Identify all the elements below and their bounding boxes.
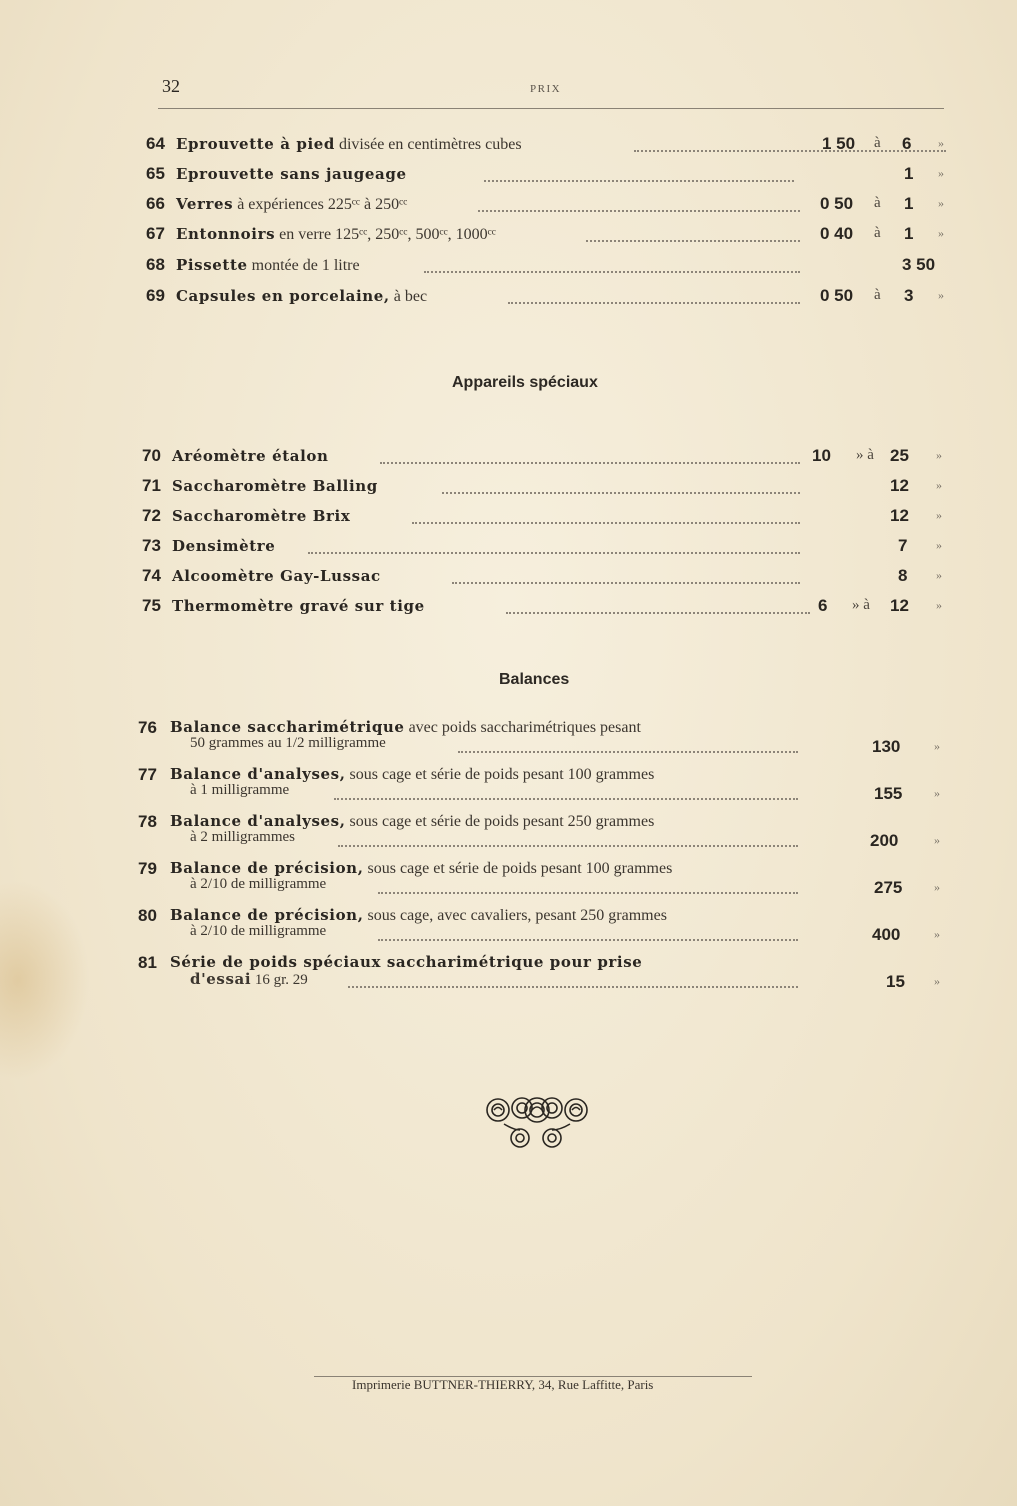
price-to: 1 [904,224,914,243]
list-item [146,255,946,279]
item-name-cont: d'essai [190,970,252,988]
price-suffix: » [934,786,940,800]
leader-dots [380,448,800,464]
price-connector: à [874,225,881,241]
item-name: Balance d'analyses, [170,765,346,783]
item-name: Saccharomètre Brix [172,507,351,525]
price-to: 6 [902,134,912,153]
price-suffix: » [938,226,944,240]
item-label [176,134,522,154]
list-item [142,446,942,470]
paper-stain [0,880,90,1080]
price-to: 8 [898,566,908,585]
item-label [176,194,407,214]
item-name: Eprouvette à pied [176,135,335,153]
list-item [146,164,946,188]
item-desc: sous cage et série de poids pesant 100 grammes [363,860,673,877]
item-number: 69 [146,286,165,305]
leader-dots [484,166,794,182]
price-connector: » à [856,447,874,463]
item-number: 64 [146,134,165,153]
item-desc: divisée en centimètres cubes [334,136,522,153]
price-to: 7 [898,536,908,555]
item-desc-line2: à 2 milligrammes [190,829,295,845]
price-suffix: » [936,538,942,552]
leader-dots [348,972,798,988]
item-name: Balance saccharimétrique [170,718,405,736]
leader-dots [412,508,800,524]
price: 15 [886,972,905,991]
list-item [146,134,946,158]
item-number: 80 [138,906,157,925]
price-connector: à [874,135,881,151]
leader-dots [334,784,798,800]
item-name: Alcoomètre Gay-Lussac [172,567,381,585]
leader-dots [308,538,800,554]
price: 400 [872,925,901,944]
item-label [176,224,496,244]
item-name: Balance de précision, [170,906,364,924]
price-to: 1 [904,164,914,183]
printer-imprint: Imprimerie BUTTNER-THIERRY, 34, Rue Laffitte, Paris [352,1377,654,1392]
item-name: Verres [176,195,234,213]
item-desc: sous cage et série de poids pesant 100 grammes [345,766,655,783]
price-to: 12 [890,476,909,495]
leader-dots [478,196,800,212]
list-item [142,476,942,500]
item-label [176,164,407,184]
item-name: Aréomètre étalon [172,447,329,465]
item-number: 78 [138,812,157,831]
list-item [138,718,944,758]
list-item [138,812,944,852]
item-number: 65 [146,164,165,183]
item-number: 74 [142,566,161,585]
list-item [142,506,942,530]
price-connector: » à [852,597,870,613]
list-item [138,953,944,993]
item-number: 75 [142,596,161,615]
price-suffix: » [936,448,942,462]
price: 130 [872,737,901,756]
section-heading: Appareils spéciaux [452,374,598,391]
item-number: 81 [138,953,157,972]
price-from: 0 50 [820,194,854,213]
item-desc: montée de 1 litre [247,257,360,274]
item-number: 68 [146,255,165,274]
leader-dots [634,136,946,152]
item-label [172,506,350,526]
price-suffix: » [934,974,940,988]
item-name: Pissette [176,256,248,274]
header-rule [158,108,944,109]
price-suffix: » [934,927,940,941]
item-number: 67 [146,224,165,243]
leader-dots [586,226,800,242]
price-suffix: » [936,508,942,522]
price-suffix: » [936,598,942,612]
item-desc: en verre 125ᶜᶜ, 250ᶜᶜ, 500ᶜᶜ, 1000ᶜᶜ [275,226,496,243]
list-item [142,536,942,560]
item-label [172,596,425,616]
price-to: 3 [904,286,914,305]
item-number: 79 [138,859,157,878]
item-desc: sous cage, avec cavaliers, pesant 250 grammes [363,907,667,924]
item-name: Entonnoirs [176,225,276,243]
price-connector: à [874,287,881,303]
price-suffix: » [938,166,944,180]
item-name: Saccharomètre Balling [172,477,378,495]
item-number: 70 [142,446,161,465]
item-name: Balance de précision, [170,859,364,877]
item-name: Thermomètre gravé sur tige [172,597,425,615]
item-label [172,566,381,586]
item-desc: avec poids saccharimétriques pesant [404,719,641,736]
item-number: 76 [138,718,157,737]
item-desc-line2-group [190,970,308,989]
price-from: 10 [812,446,831,465]
price-suffix: » [934,880,940,894]
item-name: Capsules en porcelaine, [176,287,390,305]
item-name: Balance d'analyses, [170,812,346,830]
price-suffix: » [938,196,944,210]
leader-dots [338,831,798,847]
price: 275 [874,878,903,897]
item-desc: à bec [389,288,428,305]
leader-dots [378,878,798,894]
leader-dots [458,737,798,753]
item-desc: à expériences 225ᶜᶜ à 250ᶜᶜ [233,196,408,213]
leader-dots [424,257,800,273]
item-name: Eprouvette sans jaugeage [176,165,407,183]
item-label [172,536,275,556]
list-item [146,224,946,248]
price-suffix: » [938,136,944,150]
item-desc: sous cage et série de poids pesant 250 grammes [345,813,655,830]
leader-dots [378,925,798,941]
rose-ornament-icon [484,1096,590,1152]
list-item [142,566,942,590]
price-to: 25 [890,446,909,465]
price-to: 12 [890,506,909,525]
price-suffix: » [938,288,944,302]
list-item [138,859,944,899]
price-from: 6 [818,596,828,615]
item-label [172,446,329,466]
list-item [138,906,944,946]
price: 200 [870,831,899,850]
item-label [176,255,360,275]
item-number: 66 [146,194,165,213]
price-suffix: » [934,739,940,753]
price-connector: à [874,195,881,211]
price-to: 1 [904,194,914,213]
item-name: Série de poids spéciaux saccharimétrique pour prise [170,953,643,971]
price-from: 0 40 [820,224,854,243]
item-desc-line2: à 1 milligramme [190,782,290,798]
price-from: 0 50 [820,286,854,305]
price: 155 [874,784,903,803]
section-heading: Balances [499,671,570,688]
item-number: 73 [142,536,161,555]
running-title: PRIX [530,83,562,95]
item-label [176,286,427,306]
leader-dots [508,288,800,304]
item-desc-line2: à 2/10 de milligramme [190,923,327,939]
list-item [146,194,946,218]
price-suffix: » [934,833,940,847]
item-number: 71 [142,476,161,495]
item-label [172,476,378,496]
leader-dots [506,598,810,614]
item-name: Densimètre [172,537,276,555]
list-item [138,765,944,805]
leader-dots [452,568,800,584]
item-desc-line2: 50 grammes au 1/2 milligramme [190,735,386,751]
list-item [142,596,942,620]
item-number: 77 [138,765,157,784]
price-to: 3 50 [902,255,936,274]
list-item [146,286,946,310]
page-number: 32 [162,76,180,96]
leader-dots [442,478,800,494]
item-number: 72 [142,506,161,525]
item-desc: 16 gr. 29 [251,972,308,988]
price-suffix: » [936,478,942,492]
price-suffix: » [936,568,942,582]
price-to: 12 [890,596,909,615]
item-desc-line2: à 2/10 de milligramme [190,876,327,892]
price-from: 1 50 [822,134,856,153]
